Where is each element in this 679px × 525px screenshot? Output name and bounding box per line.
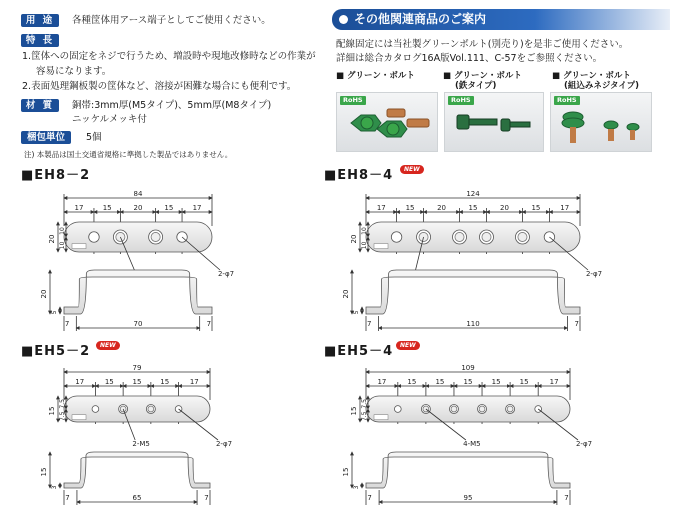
eh52-title: ■EH5－2 bbox=[21, 344, 91, 359]
new-badge-eh54: NEW bbox=[396, 341, 420, 350]
material-text-2: ニッケルメッキ付 bbox=[72, 114, 147, 125]
eh52-side-h-label: 15 bbox=[40, 467, 48, 477]
feature-text-1: 1.筐体への固定をネジで行うため、増設時や現地改修時などの作業が bbox=[22, 51, 316, 62]
eh82-seg-label-3: 15 bbox=[164, 204, 174, 212]
eh52-thread-inner bbox=[120, 406, 126, 412]
eh54-side-view bbox=[366, 452, 570, 488]
eh84-side-w-label: 110 bbox=[466, 320, 480, 328]
eh84-seg-label-5: 15 bbox=[531, 204, 541, 212]
eh54-title: ■EH5－4 bbox=[324, 344, 394, 359]
eh82-side-h-label: 20 bbox=[40, 289, 48, 299]
eh52-seg-label-2: 15 bbox=[132, 378, 142, 386]
eh84-side-e-right: 7 bbox=[574, 320, 579, 328]
eh52-side-e-left: 7 bbox=[65, 494, 70, 502]
eh52-thread-inner bbox=[148, 406, 154, 412]
eh52-side-t-label: 3 bbox=[51, 485, 58, 490]
eh84-total-label: 124 bbox=[466, 190, 480, 198]
eh52-total-label: 79 bbox=[132, 364, 142, 372]
eh82-thread-inner bbox=[151, 232, 160, 241]
eh52-h2-label: 7.5 bbox=[59, 411, 66, 422]
eh82-total-label: 84 bbox=[133, 190, 143, 198]
eh84-title: ■EH8－4 bbox=[324, 168, 394, 183]
eh52-seg-label-1: 15 bbox=[104, 378, 114, 386]
feature-label: 特 長 bbox=[21, 34, 59, 47]
eh82-title: ■EH8－2 bbox=[21, 168, 91, 183]
eh54-thread-inner bbox=[507, 406, 513, 412]
feature-text-2: 2.表面処理鋼板製の筐体など、溶接が困難な場合にも便利です。 bbox=[22, 81, 297, 92]
use-label: 用 途 bbox=[21, 14, 59, 27]
eh52-seg-label-3: 15 bbox=[160, 378, 170, 386]
related-line-1: 配線固定には当社製グリーンボルト(別売り)を是非ご使用ください。 bbox=[336, 39, 629, 50]
eh84-stamp bbox=[374, 244, 388, 249]
material-text-1: 銅帯:3mm厚(M5タイプ)、5mm厚(M8タイプ) bbox=[72, 100, 272, 111]
eh84-seg-label-6: 17 bbox=[560, 204, 570, 212]
eh82-side-e-right: 7 bbox=[206, 320, 212, 328]
rohs-badge-3: RoHS bbox=[554, 96, 580, 105]
eh84-h2-label: 10 bbox=[361, 241, 368, 250]
product-sub-2: (鉄タイプ) bbox=[455, 81, 497, 91]
eh84-side-e-left: 7 bbox=[367, 320, 372, 328]
eh52-seg-label-0: 17 bbox=[75, 378, 85, 386]
eh54-side-e-left: 7 bbox=[367, 494, 372, 502]
product-label-1: ■ グリーン・ボルト bbox=[336, 71, 415, 81]
eh54-side-h-label: 15 bbox=[342, 467, 350, 477]
eh84-thread-inner bbox=[518, 232, 527, 241]
eh52-stamp bbox=[72, 415, 86, 420]
rohs-badge-1: RoHS bbox=[340, 96, 366, 105]
eh54-h2-label: 7.5 bbox=[361, 411, 368, 422]
eh52-slot-label: 2-φ7 bbox=[215, 440, 233, 448]
eh82-seg-label-0: 17 bbox=[74, 204, 84, 212]
eh52-side-w-label: 65 bbox=[132, 494, 142, 502]
eh52-seg-label-4: 17 bbox=[189, 378, 199, 386]
eh82-seg-label-2: 20 bbox=[133, 204, 143, 212]
eh82-seg-label-1: 15 bbox=[102, 204, 112, 212]
eh54-thread-inner bbox=[451, 406, 457, 412]
eh82-stamp bbox=[72, 244, 86, 249]
eh84-slot-hole bbox=[391, 232, 402, 243]
eh84-slot-label: 2-φ7 bbox=[585, 270, 603, 278]
product-label-2: ■ グリーン・ボルト bbox=[443, 71, 522, 81]
use-text: 各種筐体用アース端子としてご使用ください。 bbox=[72, 15, 271, 26]
eh54-h-label: 15 bbox=[350, 406, 358, 416]
eh54-seg-label-5: 15 bbox=[519, 378, 529, 386]
eh54-seg-label-6: 17 bbox=[549, 378, 559, 386]
eh54-stamp bbox=[374, 415, 388, 420]
eh84-seg-label-3: 15 bbox=[468, 204, 478, 212]
material-label: 材 質 bbox=[21, 99, 59, 112]
feature-text-1b: 容易になります。 bbox=[36, 66, 112, 77]
eh54-seg-label-0: 17 bbox=[377, 378, 387, 386]
related-line-2: 詳細は総合カタログ16A版Vol.111、C-57をご参照ください。 bbox=[336, 53, 603, 64]
new-badge-eh84: NEW bbox=[400, 165, 424, 174]
eh82-h1-label: 10 bbox=[59, 227, 66, 235]
eh54-slot-label: 2-φ7 bbox=[575, 440, 593, 448]
eh52-h-label: 15 bbox=[48, 406, 56, 416]
eh84-side-h-label: 20 bbox=[342, 289, 350, 299]
eh84-seg-label-2: 20 bbox=[437, 204, 446, 212]
eh84-seg-label-4: 20 bbox=[500, 204, 509, 212]
eh84-h1-label: 10 bbox=[361, 227, 368, 235]
new-badge-eh52: NEW bbox=[96, 341, 120, 350]
eh52-hole-label: 2-M5 bbox=[132, 440, 150, 448]
eh82-side-e-left: 7 bbox=[64, 320, 70, 328]
eh54-total-label: 109 bbox=[461, 364, 475, 372]
eh82-h2-label: 10 bbox=[59, 241, 66, 250]
eh82-side-view bbox=[64, 270, 212, 314]
eh54-seg-label-2: 15 bbox=[435, 378, 445, 386]
eh54-side-t-label: 3 bbox=[353, 485, 360, 490]
eh54-seg-label-1: 15 bbox=[407, 378, 417, 386]
pack-label: 梱包単位 bbox=[21, 131, 71, 144]
note-text: 注) 本製品は国土交通省規格に準拠した製品ではありません。 bbox=[24, 150, 233, 159]
eh52-side-view bbox=[64, 452, 210, 488]
eh52-side-e-right: 7 bbox=[204, 494, 209, 502]
eh54-hole-label: 4-M5 bbox=[463, 440, 481, 448]
eh82-h-label: 20 bbox=[48, 234, 56, 244]
product-sub-3: (組込みネジタイプ) bbox=[564, 81, 640, 91]
eh54-thread-inner bbox=[479, 406, 485, 412]
rohs-badge-2: RoHS bbox=[448, 96, 474, 105]
eh54-h1-label: 7.5 bbox=[361, 399, 368, 409]
eh54-side-w-label: 95 bbox=[463, 494, 473, 502]
pack-value: 5個 bbox=[86, 132, 102, 143]
eh84-seg-label-0: 17 bbox=[376, 204, 386, 212]
eh82-side-t-label: 5 bbox=[51, 310, 58, 315]
eh84-side-view bbox=[366, 270, 580, 314]
eh84-thread-inner bbox=[482, 232, 491, 241]
eh52-slot-hole bbox=[92, 406, 99, 413]
eh54-slot-hole bbox=[394, 406, 401, 413]
product-label-3: ■ グリーン・ボルト bbox=[552, 71, 631, 81]
eh84-seg-label-1: 15 bbox=[405, 204, 415, 212]
eh54-side-e-right: 7 bbox=[564, 494, 569, 502]
eh82-slot-label: 2-φ7 bbox=[217, 270, 235, 278]
eh52-h1-label: 7.5 bbox=[59, 399, 66, 409]
eh84-side-t-label: 5 bbox=[353, 310, 360, 315]
eh82-side-w-label: 70 bbox=[133, 320, 143, 328]
eh84-thread-inner bbox=[455, 232, 464, 241]
eh84-h-label: 20 bbox=[350, 234, 358, 244]
eh82-seg-label-4: 17 bbox=[192, 204, 202, 212]
eh54-seg-label-3: 15 bbox=[463, 378, 473, 386]
related-header: その他関連商品のご案内 bbox=[332, 9, 670, 30]
eh54-seg-label-4: 15 bbox=[491, 378, 501, 386]
eh82-slot-hole bbox=[89, 232, 100, 243]
